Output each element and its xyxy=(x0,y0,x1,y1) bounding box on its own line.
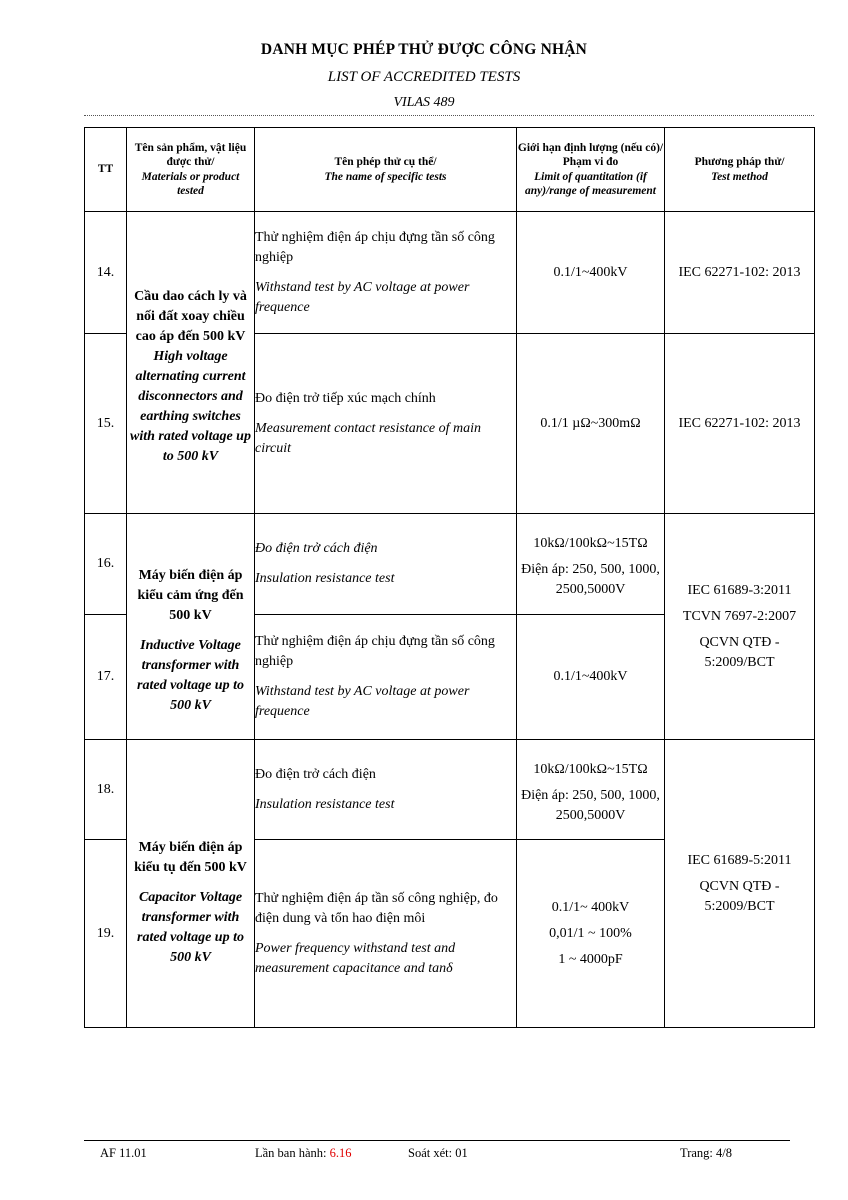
test-name-vn: Đo điện trở tiếp xúc mạch chính xyxy=(255,390,436,406)
col-header-method xyxy=(665,128,815,212)
test-cell xyxy=(255,334,517,514)
col-header-product-vn: Tên sản phẩm, vật liệu được thử/ xyxy=(134,141,247,169)
method-cell xyxy=(665,514,815,740)
test-cell xyxy=(255,212,517,334)
col-header-method-en: Test method xyxy=(711,170,768,183)
limit-value: 0.1/1~400kV xyxy=(553,669,628,684)
method-cell xyxy=(665,334,815,514)
product-name-en: Capacitor Voltage transformer with rated voltage up to 500 kV xyxy=(137,889,244,965)
row-number: 18. xyxy=(85,740,127,840)
limit-value: 0.1/1~400kV xyxy=(553,264,628,280)
doc-code: VILAS 489 xyxy=(393,95,455,110)
tests-table xyxy=(84,127,815,1028)
doc-title: DANH MỤC PHÉP THỬ ĐƯỢC CÔNG NHẬN xyxy=(260,41,588,58)
col-header-product-en: Materials or product tested xyxy=(141,170,240,197)
col-header-limit-vn: Giới hạn định lượng (nếu có)/ Phạm vi đo xyxy=(517,141,664,169)
product-name-en: High voltage alternating current disconnectors and earthing switches with rated voltage up to 500 kV xyxy=(130,348,251,464)
table-row xyxy=(85,212,815,334)
table-row xyxy=(85,740,815,840)
test-cell xyxy=(255,615,517,740)
limit-value: 10kΩ/100kΩ~15TΩ xyxy=(533,536,648,551)
footer-issue-label: Lần ban hành: xyxy=(255,1146,327,1160)
product-name-en: Inductive Voltage transformer with rated voltage up to 500 kV xyxy=(137,637,244,713)
limit-cell xyxy=(517,840,665,1028)
row-number: 16. xyxy=(85,514,127,615)
method-value: IEC 62271-102: 2013 xyxy=(678,264,801,280)
test-name-vn: Thử nghiệm điện áp tần số công nghiệp, đo điện dung và tổn hao điện môi xyxy=(255,890,498,926)
limit-value: 0.1/1 µΩ~300mΩ xyxy=(540,415,641,431)
test-cell xyxy=(255,514,517,615)
col-header-test xyxy=(255,128,517,212)
limit-cell xyxy=(517,212,665,334)
footer-page: Trang: 4/8 xyxy=(680,1146,732,1160)
col-header-limit xyxy=(517,128,665,212)
limit-cell xyxy=(517,514,665,615)
table-header-row xyxy=(85,128,815,212)
test-name-vn: Thử nghiệm điện áp chịu đựng tần số công nghiệp xyxy=(255,634,495,669)
test-name-en: Insulation resistance test xyxy=(255,571,395,586)
col-header-method-vn: Phương pháp thử/ xyxy=(694,156,785,169)
limit-value: 0.1/1~ 400kV xyxy=(551,899,630,915)
test-name-en: Withstand test by AC voltage at power frequence xyxy=(255,279,470,315)
footer-issue xyxy=(255,1146,352,1161)
table-row xyxy=(85,514,815,615)
method-cell xyxy=(665,212,815,334)
test-name-en: Measurement contact resistance of main circuit xyxy=(255,420,482,456)
test-name-en: Insulation resistance test xyxy=(255,796,395,812)
test-name-vn: Đo điện trở cách điện xyxy=(255,541,378,556)
product-cell xyxy=(127,740,255,1028)
doc-subtitle: LIST OF ACCREDITED TESTS xyxy=(327,69,521,85)
footer-divider xyxy=(84,1140,790,1141)
method-value: IEC 61689-5:2011 xyxy=(687,852,792,868)
col-header-product xyxy=(127,128,255,212)
col-header-limit-en: Limit of quantitation (if any)/range of measurement xyxy=(525,170,656,197)
test-name-en: Power frequency withstand test and measurement capacitance and tanδ xyxy=(255,940,456,976)
test-cell xyxy=(255,840,517,1028)
limit-voltage: Điện áp: 250, 500, 1000, 2500,5000V xyxy=(521,562,660,597)
limit-value: 10kΩ/100kΩ~15TΩ xyxy=(533,761,648,777)
product-cell xyxy=(127,514,255,740)
row-number: 19. xyxy=(85,840,127,1028)
method-value: IEC 62271-102: 2013 xyxy=(678,415,801,431)
footer-form-code: AF 11.01 xyxy=(100,1146,147,1160)
footer-review: Soát xét: 01 xyxy=(408,1146,468,1160)
test-name-en: Withstand test by AC voltage at power frequence xyxy=(255,684,470,719)
limit-cell xyxy=(517,740,665,840)
method-value: IEC 61689-3:2011 xyxy=(687,582,792,598)
test-name-vn: Đo điện trở cách điện xyxy=(255,766,376,782)
limit-cell xyxy=(517,334,665,514)
limit-voltage: Điện áp: 250, 500, 1000, 2500,5000V xyxy=(521,787,660,823)
header-divider xyxy=(84,115,814,116)
col-header-test-en: The name of specific tests xyxy=(324,170,447,183)
method-cell xyxy=(665,740,815,1028)
product-name-vn: Máy biến điện áp kiểu cảm ứng đến 500 kV xyxy=(137,567,244,623)
limit-cell xyxy=(517,615,665,740)
method-value: QCVN QTĐ - 5:2009/BCT xyxy=(699,634,780,670)
method-value: TCVN 7697-2:2007 xyxy=(682,608,797,624)
product-cell xyxy=(127,212,255,514)
col-header-test-vn: Tên phép thử cụ thể/ xyxy=(334,156,437,169)
product-name-vn: Cầu dao cách ly và nối đất xoay chiều cao áp đến 500 kV xyxy=(134,288,247,344)
test-cell xyxy=(255,740,517,840)
method-value: QCVN QTĐ - 5:2009/BCT xyxy=(699,878,780,914)
limit-value: 0,01/1 ~ 100% xyxy=(549,925,632,941)
row-number: 17. xyxy=(85,615,127,740)
row-number: 15. xyxy=(85,334,127,514)
row-number: 14. xyxy=(85,212,127,334)
footer-issue-value: 6.16 xyxy=(329,1146,352,1160)
limit-value: 1 ~ 4000pF xyxy=(558,951,623,967)
col-header-tt: TT xyxy=(85,128,127,212)
product-name-vn: Máy biến điện áp kiểu tụ đến 500 kV xyxy=(134,839,247,875)
test-name-vn: Thử nghiệm điện áp chịu đựng tần số công nghiệp xyxy=(255,229,495,265)
